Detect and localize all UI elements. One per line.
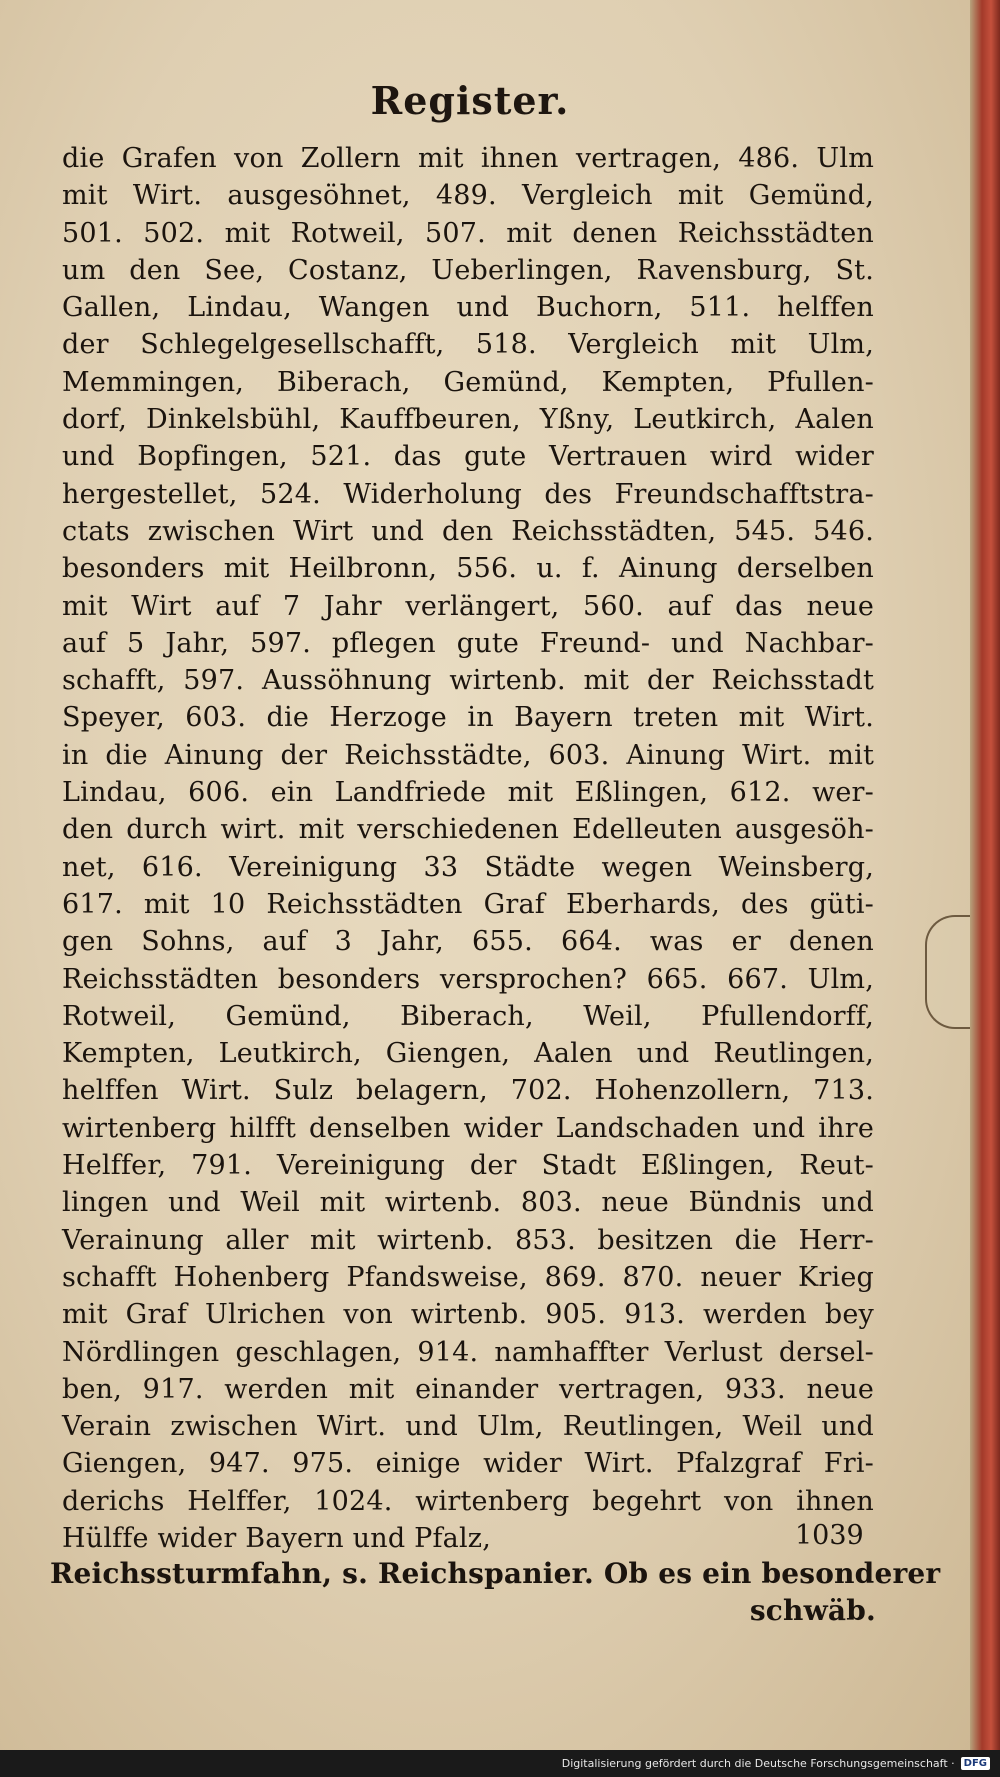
- text-line: Gallen, Lindau, Wangen und Buchorn, 511. helffen: [62, 292, 874, 324]
- text-line: wirtenberg hilfft denselben wider Landschaden und ihre: [62, 1112, 874, 1144]
- text-line: besonders mit Heilbronn, 556. u. f. Ainung derselben: [62, 553, 874, 585]
- register-entry-line: Reichssturmfahn, s. Reichspanier. Ob es ein besonderer: [50, 1557, 941, 1590]
- text-line: der Schlegelgesellschafft, 518. Vergleich mit Ulm,: [62, 329, 874, 361]
- text-line: helffen Wirt. Sulz belagern, 702. Hohenzollern, 713.: [62, 1075, 874, 1107]
- credit-text: Digitalisierung gefördert durch die Deutsche Forschungsgemeinschaft ·: [561, 1757, 955, 1770]
- text-line: schafft Hohenberg Pfandsweise, 869. 870. neuer Krieg: [62, 1261, 874, 1293]
- text-line: ben, 917. werden mit einander vertragen, 933. neue: [62, 1373, 874, 1405]
- dfg-logo: DFG: [961, 1757, 990, 1770]
- register-text: [62, 140, 874, 1557]
- text-line: Verain zwischen Wirt. und Ulm, Reutlingen, Weil und: [62, 1411, 874, 1443]
- text-line: mit Wirt auf 7 Jahr verlängert, 560. auf das neue: [62, 590, 874, 622]
- text-line: und Bopfingen, 521. das gute Vertrauen wird wider: [62, 441, 874, 473]
- text-line: Verainung aller mit wirtenb. 853. besitzen die Herr-: [62, 1224, 874, 1256]
- page-header: Register.: [370, 78, 570, 123]
- clip-tab: [925, 915, 975, 1029]
- text-line: derichs Helffer, 1024. wirtenberg begehrt von ihnen: [62, 1485, 874, 1517]
- text-line: Giengen, 947. 975. einige wider Wirt. Pfalzgraf Fri-: [62, 1448, 874, 1480]
- page-reference: 1039: [795, 1520, 864, 1551]
- text-line: den durch wirt. mit verschiedenen Edelleuten ausgesöh-: [62, 814, 874, 846]
- text-line: Reichsstädten besonders versprochen? 665. 667. Ulm,: [62, 963, 874, 995]
- text-line: dorf, Dinkelsbühl, Kauffbeuren, Yßny, Leutkirch, Aalen: [62, 404, 874, 436]
- text-line: mit Wirt. ausgesöhnet, 489. Vergleich mit Gemünd,: [62, 180, 874, 212]
- text-line: 501. 502. mit Rotweil, 507. mit denen Reichsstädten: [62, 217, 874, 249]
- text-line: Rotweil, Gemünd, Biberach, Weil, Pfullendorff,: [62, 1000, 874, 1032]
- text-line: lingen und Weil mit wirtenb. 803. neue Bündnis und: [62, 1187, 874, 1219]
- text-line: Helffer, 791. Vereinigung der Stadt Eßlingen, Reut-: [62, 1150, 874, 1182]
- text-line: auf 5 Jahr, 597. pflegen gute Freund- und Nachbar-: [62, 627, 874, 659]
- text-line: Speyer, 603. die Herzoge in Bayern treten mit Wirt.: [62, 702, 874, 734]
- page-edge: [970, 0, 1000, 1750]
- text-line: hergestellet, 524. Widerholung des Freundschafftstra-: [62, 478, 874, 510]
- text-line: die Grafen von Zollern mit ihnen vertragen, 486. Ulm: [62, 143, 874, 174]
- text-line: Hülffe wider Bayern und Pfalz,: [62, 1522, 492, 1554]
- text-line: in die Ainung der Reichsstädte, 603. Ainung Wirt. mit: [62, 739, 874, 771]
- text-line: Lindau, 606. ein Landfriede mit Eßlingen, 612. wer-: [62, 777, 874, 809]
- text-line: net, 616. Vereinigung 33 Städte wegen Weinsberg,: [62, 851, 874, 883]
- text-line: Kempten, Leutkirch, Giengen, Aalen und Reutlingen,: [62, 1038, 874, 1070]
- digitization-credit-bar: [0, 1750, 1000, 1777]
- text-line: mit Graf Ulrichen von wirtenb. 905. 913. werden bey: [62, 1299, 874, 1331]
- text-line: Nördlingen geschlagen, 914. namhaffter Verlust dersel-: [62, 1336, 874, 1368]
- text-line: um den See, Costanz, Ueberlingen, Ravensburg, St.: [62, 254, 874, 286]
- catchword: schwäb.: [749, 1594, 876, 1628]
- text-line: schafft, 597. Aussöhnung wirtenb. mit der Reichsstadt: [62, 665, 874, 697]
- text-line: 617. mit 10 Reichsstädten Graf Eberhards, des güti-: [62, 888, 874, 920]
- text-line: gen Sohns, auf 3 Jahr, 655. 664. was er denen: [62, 926, 874, 958]
- text-line: Memmingen, Biberach, Gemünd, Kempten, Pfullen-: [62, 366, 874, 398]
- text-line: ctats zwischen Wirt und den Reichsstädten, 545. 546.: [62, 515, 874, 547]
